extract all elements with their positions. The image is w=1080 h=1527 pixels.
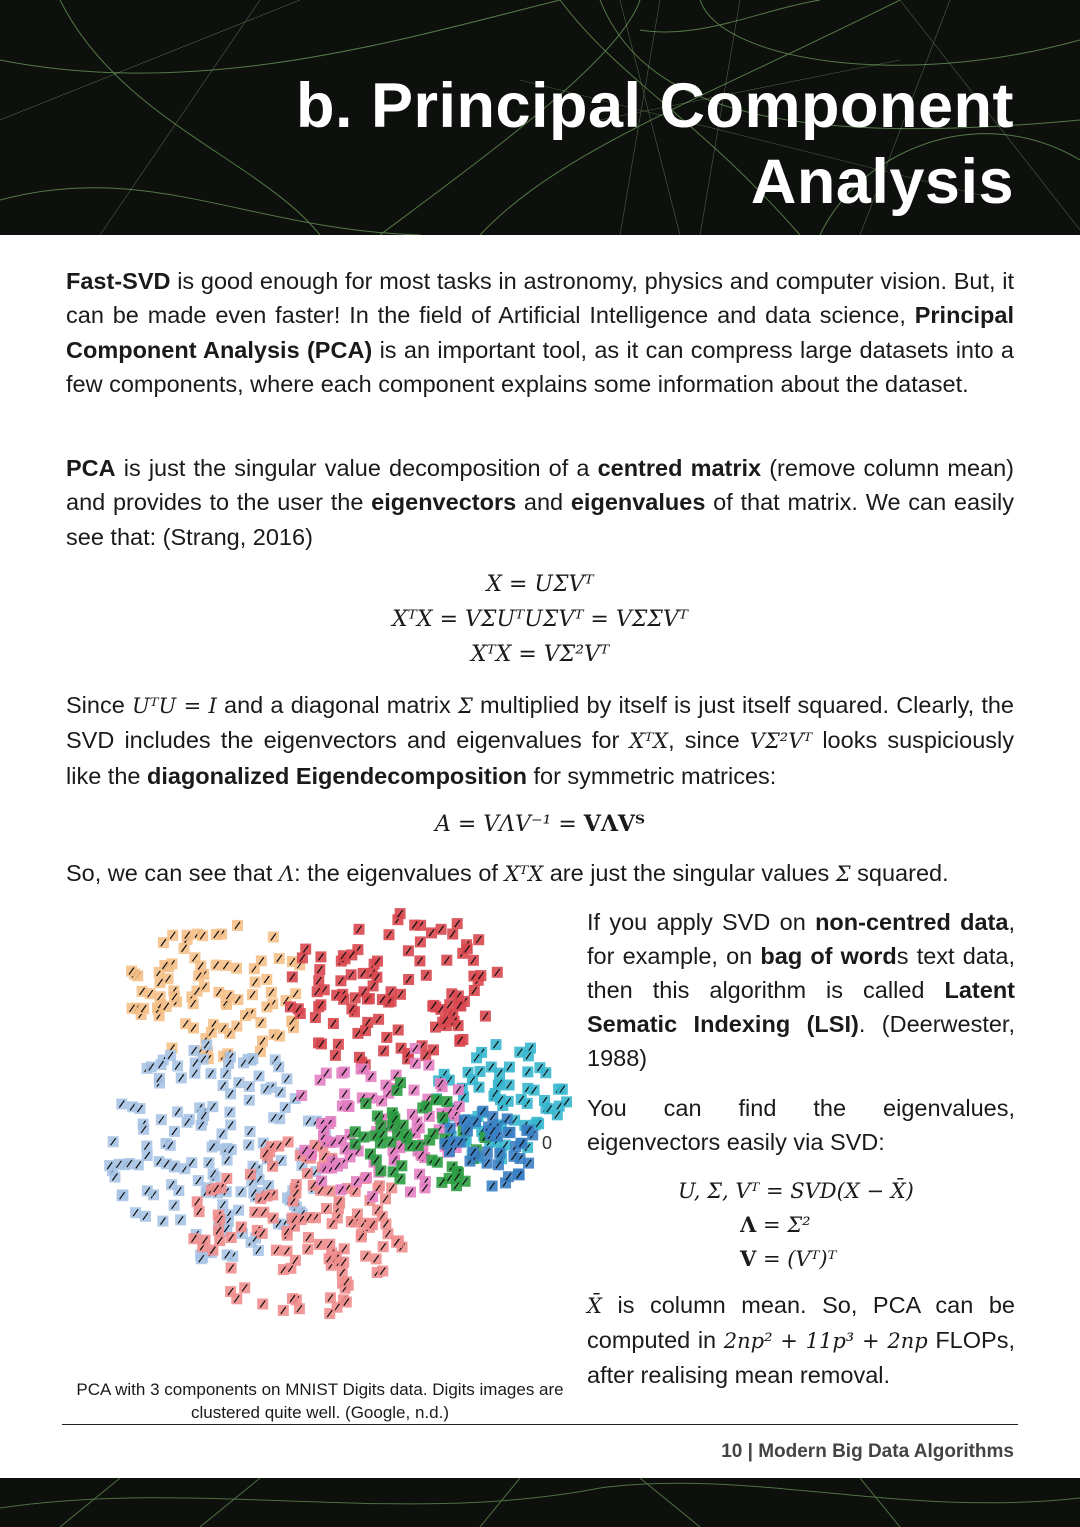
flops-text-a: is column mean. So, PCA can be computed in bbox=[587, 1292, 1015, 1353]
math-sigma-2: Σ bbox=[835, 862, 851, 886]
intro-text-2: is an important tool, as it can compress large datasets into a few components, where each component explains some information about the dataset. bbox=[66, 336, 1014, 397]
lsi-text-g: . (Deerwester, 1988) bbox=[587, 1011, 1015, 1071]
eq-svd-centred: U, Σ, Vᵀ = SVD(X − X̄) bbox=[678, 1179, 914, 1203]
header-banner bbox=[0, 0, 1080, 235]
eq2-right: VΛVᵀ bbox=[583, 811, 646, 837]
math-xtx: XᵀX bbox=[629, 729, 669, 754]
centred-matrix-term: centred matrix bbox=[597, 455, 762, 481]
lsi-text-c: , for example, on bbox=[587, 909, 1015, 969]
pca-text-b: (remove column mean) and provides to the user the bbox=[66, 455, 1015, 516]
since-text-g: for symmetric matrices: bbox=[526, 762, 777, 789]
so-text-d: squared. bbox=[850, 860, 949, 886]
figure-caption: PCA with 3 components on MNIST Digits data. Digits images are clustered quite well. (Google, n.d.) bbox=[76, 1380, 564, 1422]
pca-bold: PCA bbox=[66, 455, 116, 481]
since-paragraph bbox=[66, 688, 1014, 793]
math-utu: UᵀU = I bbox=[132, 694, 217, 718]
pca-term: Principal Component Analysis (PCA) bbox=[66, 302, 1014, 363]
pca-text-a: is just the singular value decomposition of a bbox=[115, 455, 598, 481]
math-vsigma2vt: VΣ²Vᵀ bbox=[749, 729, 813, 754]
intro-paragraph bbox=[66, 264, 1014, 401]
footer-banner bbox=[0, 1478, 1080, 1527]
mnist-pca-figure bbox=[92, 895, 572, 1365]
equation-xtx-expanded: XᵀX = VΣUᵀUΣVᵀ = VΣΣVᵀ bbox=[392, 607, 688, 632]
eigen-paragraph: You can find the eigenvalues, eigenvectors easily via SVD: bbox=[587, 1095, 1015, 1155]
lsi-paragraph bbox=[587, 905, 1015, 1075]
so-paragraph bbox=[66, 856, 1014, 891]
eq-lambda-symbol: Λ bbox=[740, 1212, 757, 1237]
since-text-b: and a diagonal matrix bbox=[216, 692, 458, 718]
since-text-c: multiplied by itself is just itself squared. Clearly, the SVD includes the eigenvectors and eigenvalues for bbox=[66, 692, 1014, 754]
eq-lambda-rhs: = Σ² bbox=[756, 1213, 811, 1237]
page-title bbox=[296, 68, 1014, 220]
since-text-e: looks suspiciously like the bbox=[66, 727, 1015, 789]
pca-paragraph bbox=[66, 451, 1014, 554]
equation-xtx-result: XᵀX = VΣ²Vᵀ bbox=[470, 642, 610, 667]
eq-v bbox=[678, 1242, 914, 1276]
eq2-left: A = VΛV⁻¹ = bbox=[434, 812, 584, 837]
flops-text-b: FLOPs, after realising mean removal. bbox=[587, 1327, 1015, 1388]
non-centred-term: non-centred data bbox=[815, 909, 1009, 935]
since-text-d: , since bbox=[668, 727, 750, 754]
pca-scatter-image bbox=[92, 895, 572, 1365]
pca-text-c: and bbox=[516, 489, 571, 516]
lsi-text-a: If you apply SVD on bbox=[587, 909, 816, 935]
math-xtx-2: XᵀX bbox=[504, 862, 544, 886]
pca-text-d: of that matrix. We can easily see that: (Strang, 2016) bbox=[66, 489, 1014, 550]
eigenvectors-term: eigenvectors bbox=[371, 489, 517, 516]
title-line-2: Analysis bbox=[750, 147, 1014, 217]
so-text-a: So, we can see that bbox=[66, 860, 279, 886]
math-sigma: Σ bbox=[457, 694, 473, 718]
title-line-1: b. Principal Component bbox=[295, 71, 1014, 141]
math-flops: 2np² + 11p³ + 2np bbox=[723, 1329, 928, 1353]
svd-equations bbox=[678, 1174, 914, 1276]
eq-lambda bbox=[678, 1208, 914, 1242]
eigenvalues-term: eigenvalues bbox=[570, 489, 706, 516]
so-text-c: are just the singular values bbox=[543, 860, 836, 886]
equation-svd: X = UΣVᵀ bbox=[486, 572, 594, 597]
so-text-b: : the eigenvalues of bbox=[294, 860, 505, 886]
fast-svd-term: Fast-SVD bbox=[66, 268, 171, 294]
lsi-term: Latent Sematic Indexing (LSI) bbox=[587, 977, 1015, 1037]
eigendecomposition-term: diagonalized Eigendecomposition bbox=[147, 762, 527, 789]
page-footer: 10 | Modern Big Data Algorithms bbox=[721, 1441, 1014, 1462]
math-xbar: X̄ bbox=[587, 1294, 602, 1318]
lsi-text-e: s text data, then this algorithm is called bbox=[587, 943, 1015, 1003]
digit-label-zero: 0 bbox=[542, 1133, 553, 1153]
intro-text-1: is good enough for most tasks in astronomy, physics and computer vision. But, it can be made even faster! In the field of Artificial Intelligence and data science, bbox=[66, 268, 1014, 329]
bag-of-words-term: bag of word bbox=[760, 943, 897, 969]
since-text-a: Since bbox=[66, 692, 132, 718]
equation-eigendecomposition bbox=[0, 807, 1080, 842]
eq-v-rhs: = (Vᵀ)ᵀ bbox=[756, 1247, 837, 1271]
math-lambda: Λ bbox=[278, 862, 295, 886]
flops-paragraph bbox=[587, 1288, 1015, 1392]
footer-rule bbox=[62, 1424, 1018, 1425]
eq-v-symbol: V bbox=[740, 1246, 757, 1271]
network-background-graphic-bottom bbox=[0, 1478, 1080, 1527]
